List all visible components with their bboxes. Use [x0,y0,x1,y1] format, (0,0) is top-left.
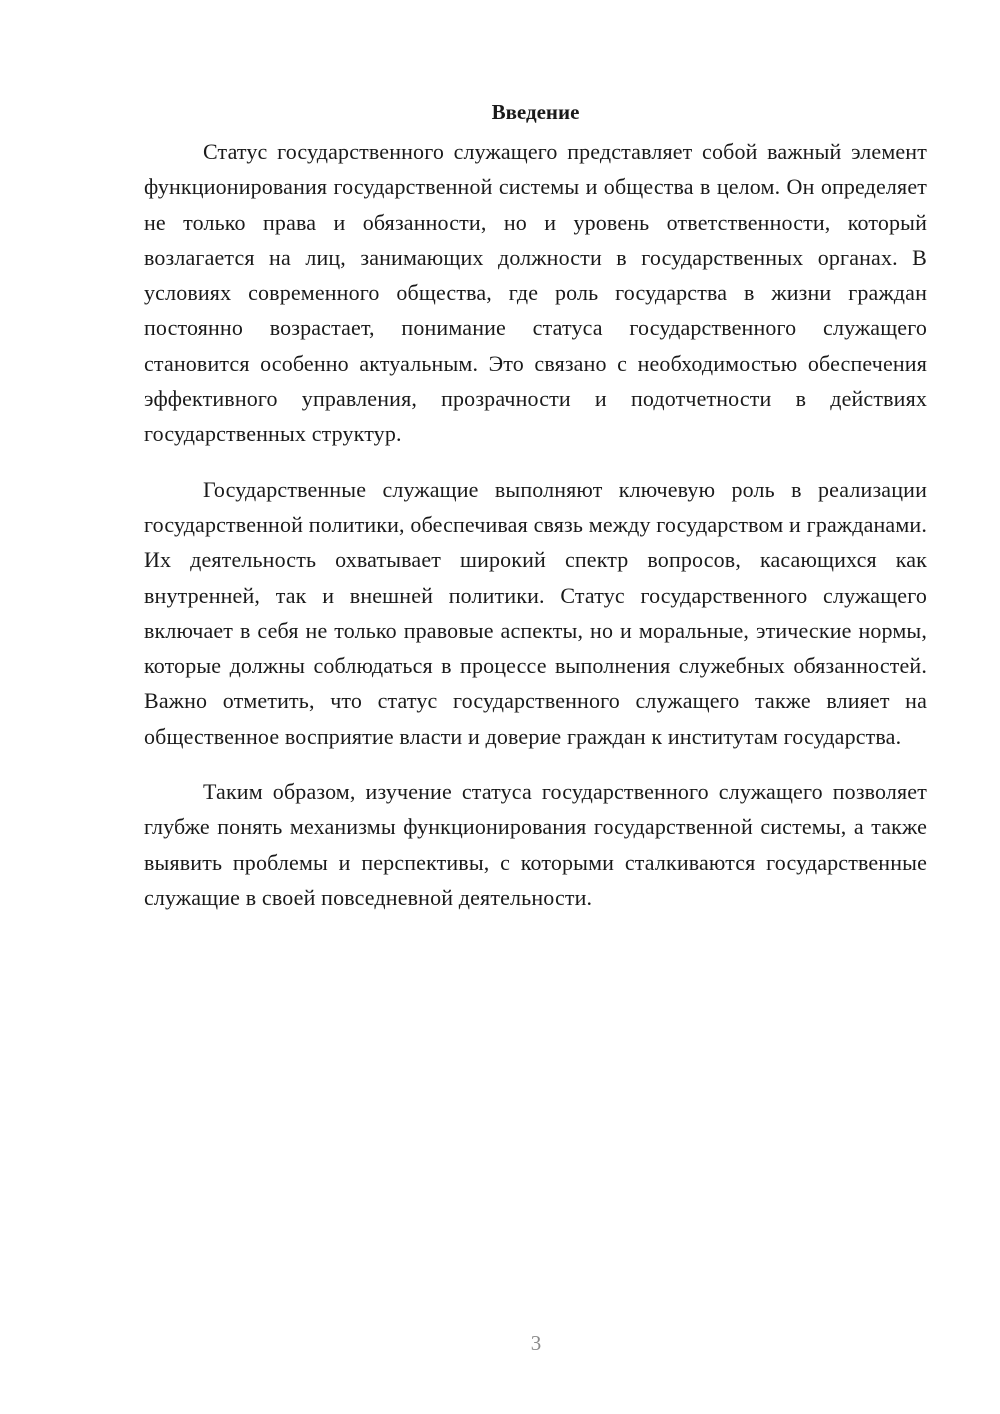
paragraph-3: Таким образом, изучение статуса государственного служащего позволяет глубже понять механизмы функционирования государственной системы, а также выявить проблемы и перспективы, с которыми сталкиваются государственные служащие в своей повседневной деятельности. [144,779,927,910]
section-title: Введение [491,100,580,124]
paragraph-2: Государственные служащие выполняют ключевую роль в реализации государственной политики, обеспечивая связь между государством и гражданами. Их деятельность охватывает широкий спектр вопросов, касающихся как внутренней, так и внешней политики. Статус государственного служащего включает в себя не только правовые аспекты, но и моральные, этические нормы, которые должны соблюдаться в процессе выполнения служебных обязанностей. Важно отметить, что статус государственного служащего также влияет на общественное восприятие власти и доверие граждан к институтам государства. [144,476,927,749]
paragraph-1: Статус государственного служащего представляет собой важный элемент функционирования государственной системы и общества в целом. Он определяет не только права и обязанности, но и уровень ответственности, который возлагается на лиц, занимающих должности в государственных органах. В условиях современного общества, где роль государства в жизни граждан постоянно возрастает, понимание статуса государственного служащего становится особенно актуальным. Это связано с необходимостью обеспечения эффективного управления, прозрачности и подотчетности в действиях государственных структур. [144,139,927,447]
page-number: 3 [530,1331,542,1355]
page-content [144,96,927,915]
